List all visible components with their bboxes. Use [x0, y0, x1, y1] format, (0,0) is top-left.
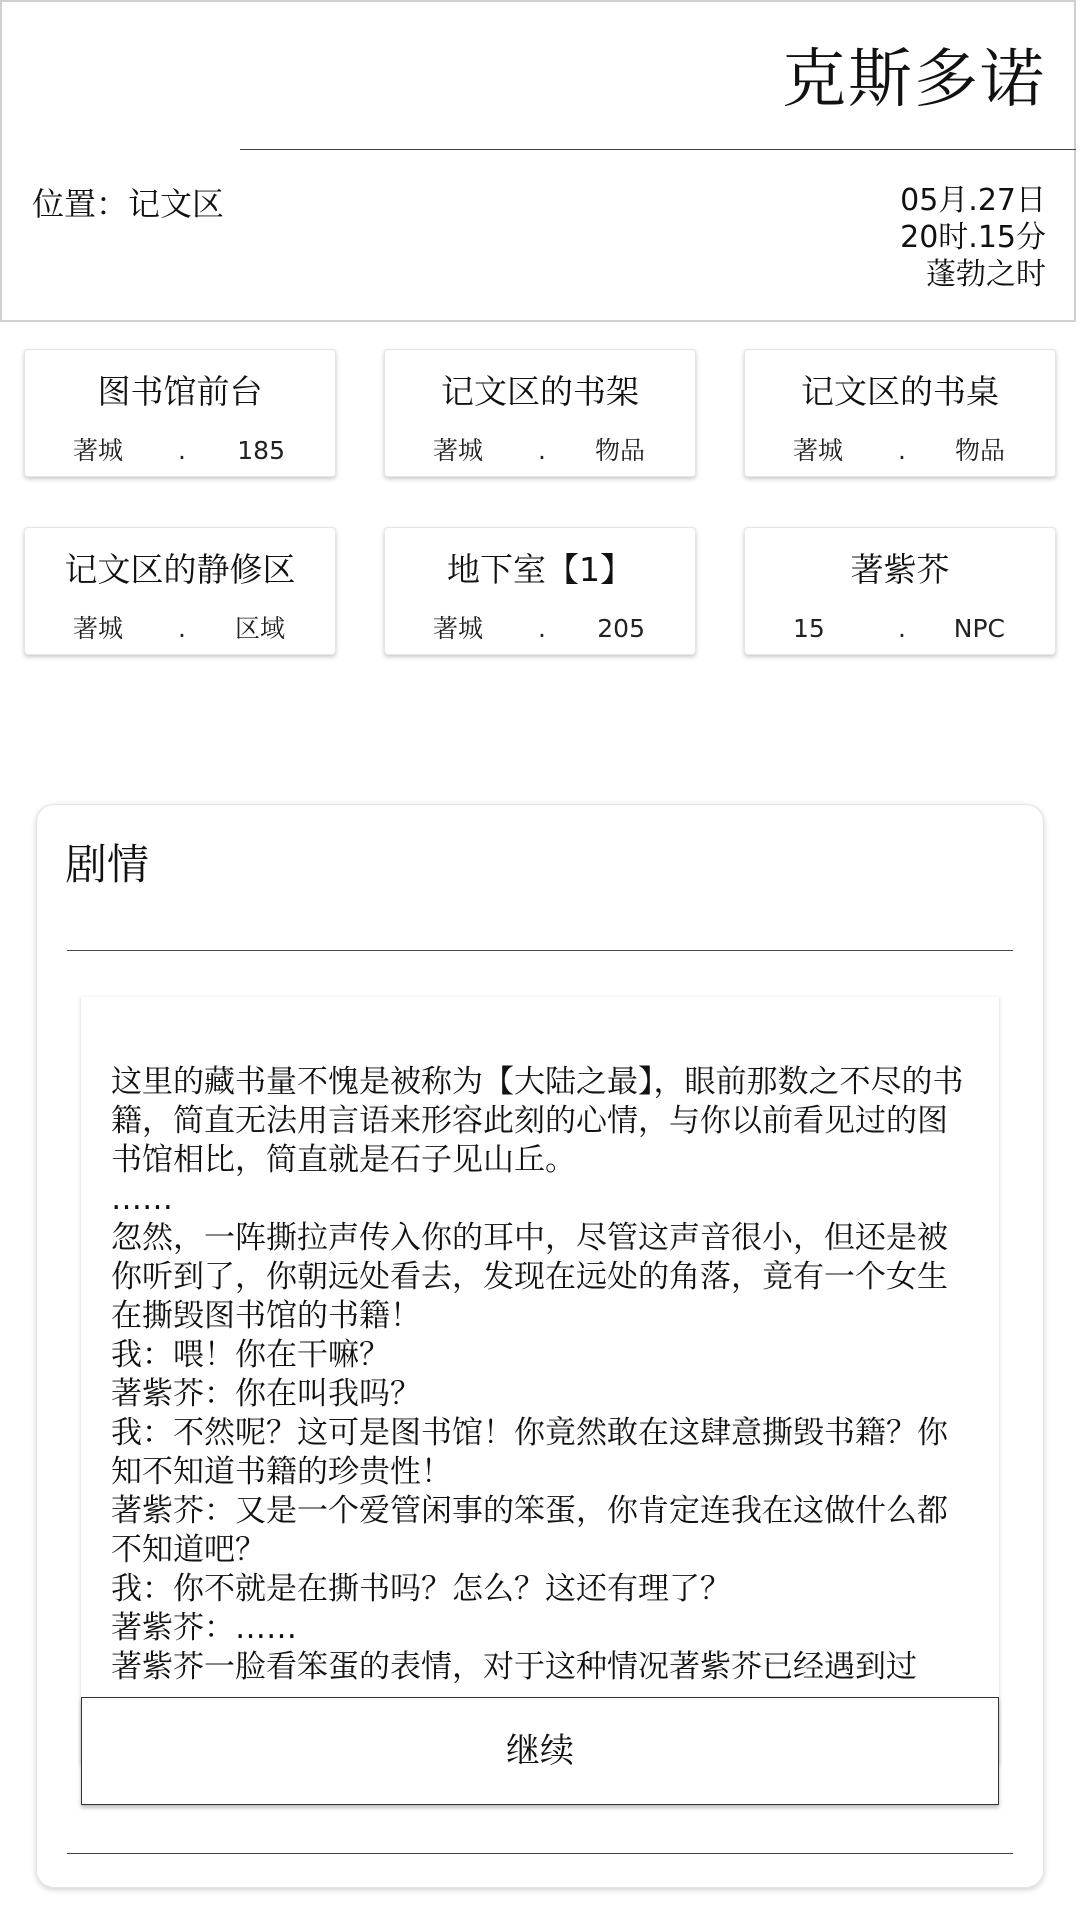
location-label: 位置：记文区: [32, 185, 225, 223]
story-divider: [67, 950, 1013, 951]
story-line: 著紫芥：你在叫我吗？: [111, 1376, 421, 1412]
story-line: 我：你不就是在撕书吗？怎么？这还有理了？: [111, 1571, 731, 1607]
location-cards: [0, 0, 1080, 700]
card-sub-dot: .: [898, 436, 906, 465]
continue-button[interactable]: 继续: [81, 1697, 999, 1805]
period-label: 蓬勃之时: [926, 257, 1046, 292]
card-title: 记文区的静修区: [64, 550, 296, 589]
story-line: 这里的藏书量不愧是被称为【大陆之最】，眼前那数之不尽的书籍，简直无法用言语来形容此刻的心情，与你以前看见过的图书馆相比，简直就是石子见山丘。: [111, 1064, 964, 1178]
card-sub-left: 著城: [433, 614, 484, 643]
card-sub-dot: .: [178, 614, 186, 643]
story-line: ……: [111, 1181, 173, 1217]
card-title: 图书馆前台: [97, 372, 263, 411]
card-sub-left: 著城: [433, 436, 484, 465]
story-line: 忽然，一阵撕拉声传入你的耳中，尽管这声音很小，但还是被你听到了，你朝远处看去，发现在远处的角落，竟有一个女生在撕毁图书馆的书籍！: [111, 1220, 948, 1334]
card-sub-right: 185: [237, 436, 285, 465]
time-label: 20时.15分: [900, 220, 1046, 255]
card-sub-left: 著城: [793, 436, 844, 465]
story-line: 我：喂！你在干嘛？: [111, 1337, 390, 1373]
card-bookshelf[interactable]: [384, 349, 696, 477]
card-sub-dot: .: [898, 614, 906, 643]
story-bottom-divider: [67, 1853, 1013, 1854]
card-sub-dot: .: [538, 436, 546, 465]
card-sub-dot: .: [178, 436, 186, 465]
card-title: 地下室【1】: [447, 550, 633, 589]
card-library-front-desk[interactable]: [24, 349, 336, 477]
card-sub-right: 物品: [594, 436, 645, 465]
card-sub-right: 区域: [234, 614, 285, 643]
story-text-box[interactable]: [81, 997, 999, 1765]
card-title: 记文区的书架: [441, 372, 639, 411]
card-sub-dot: .: [538, 614, 546, 643]
card-sub-left: 15: [793, 614, 825, 643]
card-quiet-area[interactable]: [24, 527, 336, 655]
card-sub-left: 著城: [73, 614, 124, 643]
card-sub-left: 著城: [73, 436, 124, 465]
card-desk[interactable]: [744, 349, 1056, 477]
story-line: 我：不然呢？这可是图书馆！你竟然敢在这肆意撕毁书籍？你知不知道书籍的珍贵性！: [111, 1415, 948, 1490]
card-npc[interactable]: [744, 527, 1056, 655]
card-basement[interactable]: [384, 527, 696, 655]
story-line: 著紫芥一脸看笨蛋的表情，对于这种情况著紫芥已经遇到过: [111, 1649, 917, 1685]
card-sub-right: 物品: [954, 436, 1005, 465]
card-title: 著紫芥: [850, 550, 950, 589]
card-title: 记文区的书桌: [801, 372, 999, 411]
card-sub-right: 205: [597, 614, 645, 643]
story-panel: [36, 804, 1044, 1888]
card-sub-right: NPC: [953, 614, 1005, 643]
story-line: 著紫芥：……: [111, 1610, 297, 1646]
page-title: 克斯多诺: [782, 43, 1046, 117]
story-line: 著紫芥：又是一个爱管闲事的笨蛋，你肯定连我在这做什么都不知道吧？: [111, 1493, 948, 1568]
story-heading: 剧情: [65, 840, 150, 889]
story-text: [111, 1063, 973, 1687]
date-label: 05月.27日: [900, 183, 1046, 218]
